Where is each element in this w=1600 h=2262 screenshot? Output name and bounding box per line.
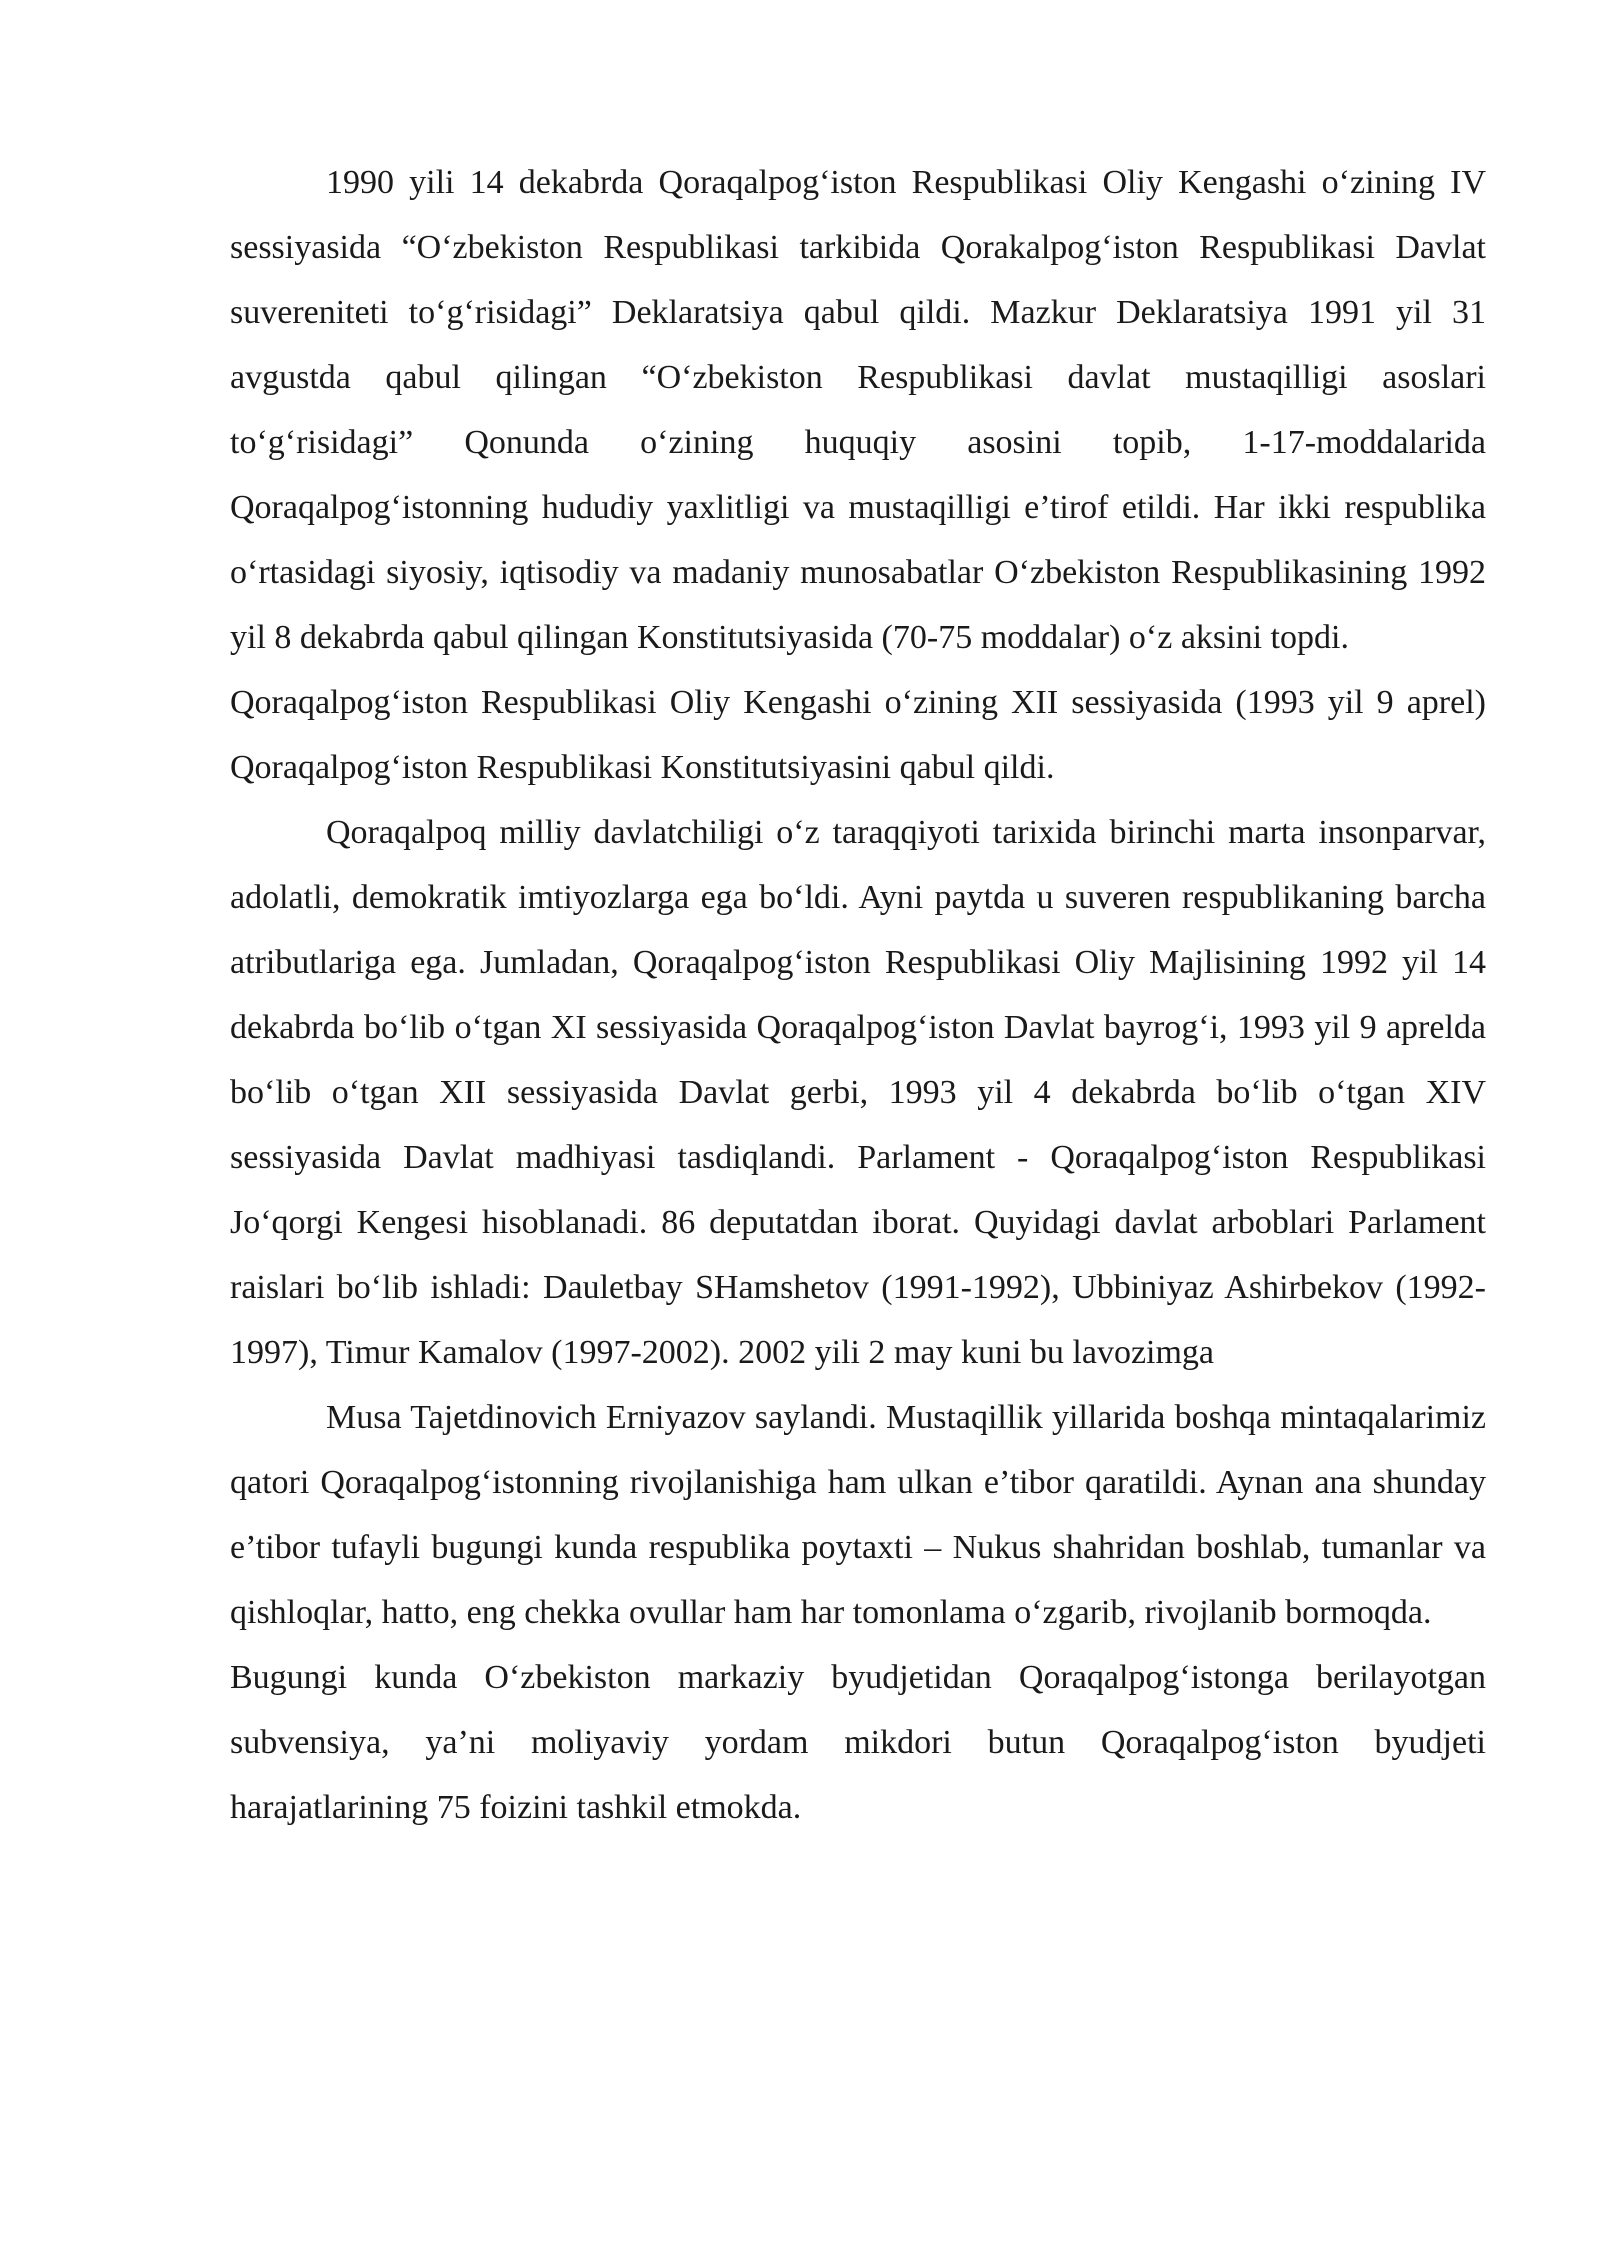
paragraph-budget: Bugungi kunda O‘zbekiston markaziy byudjetidan Qoraqalpog‘istonga berilayotgan subvensiya, ya’ni moliyaviy yordam mikdori butun Qoraqalpog‘iston byudjeti harajatlarining 75 foizini tashkil etmokda.: [230, 1659, 1486, 1826]
document-page: [230, 150, 1486, 1840]
paragraph-constitution: Qoraqalpog‘iston Respublikasi Oliy Kengashi o‘zining XII sessiyasida (1993 yil 9 aprel) Qoraqalpog‘iston Respublikasi Konstitutsiyasini qabul qildi.: [230, 684, 1486, 786]
paragraph-declaration: 1990 yili 14 dekabrda Qoraqalpog‘iston Respublikasi Oliy Kengashi o‘zining IV sessiyasida “O‘zbekiston Respublikasi tarkibida Qorakalpog‘iston Respublikasi Davlat suvereniteti to‘g‘risidagi” Deklaratsiya qabul qildi. Mazkur Deklaratsiya 1991 yil 31 avgustda qabul qilingan “O‘zbekiston Respublikasi davlat mustaqilligi asoslari to‘g‘risidagi” Qonunda o‘zining huquqiy asosini topib, 1-17-moddalarida Qoraqalpog‘istonning hududiy yaxlitligi va mustaqilligi e’tirof etildi. Har ikki respublika o‘rtasidagi siyosiy, iqtisodiy va madaniy munosabatlar O‘zbekiston Respublikasining 1992 yil 8 dekabrda qabul qilingan Konstitutsiyasida (70-75 moddalar) o‘z aksini topdi.: [230, 164, 1486, 656]
paragraph-statehood: Qoraqalpoq milliy davlatchiligi o‘z taraqqiyoti tarixida birinchi marta insonparvar, adolatli, demokratik imtiyozlarga ega bo‘ldi. Ayni paytda u suveren respublikaning barcha atributlariga ega. Jumladan, Qoraqalpog‘iston Respublikasi Oliy Majlisining 1992 yil 14 dekabrda bo‘lib o‘tgan XI sessiyasida Qoraqalpog‘iston Davlat bayrog‘i, 1993 yil 9 aprelda bo‘lib o‘tgan XII sessiyasida Davlat gerbi, 1993 yil 4 dekabrda bo‘lib o‘tgan XIV sessiyasida Davlat madhiyasi tasdiqlandi. Parlament - Qoraqalpog‘iston Respublikasi Jo‘qorgi Kengesi hisoblanadi. 86 deputatdan iborat. Quyidagi davlat arboblari Parlament raislari bo‘lib ishladi: Dauletbay SHamshetov (1991-1992), Ubbiniyaz Ashirbekov (1992-1997), Timur Kamalov (1997-2002). 2002 yili 2 may kuni bu lavozimga: [230, 814, 1486, 1371]
paragraph-development: Musa Tajetdinovich Erniyazov saylandi. Mustaqillik yillarida boshqa mintaqalarimiz qatori Qoraqalpog‘istonning rivojlanishiga ham ulkan e’tibor qaratildi. Aynan ana shunday e’tibor tufayli bugungi kunda respublika poytaxti – Nukus shahridan boshlab, tumanlar va qishloqlar, hatto, eng chekka ovullar ham har tomonlama o‘zgarib, rivojlanib bormoqda.: [230, 1399, 1486, 1631]
